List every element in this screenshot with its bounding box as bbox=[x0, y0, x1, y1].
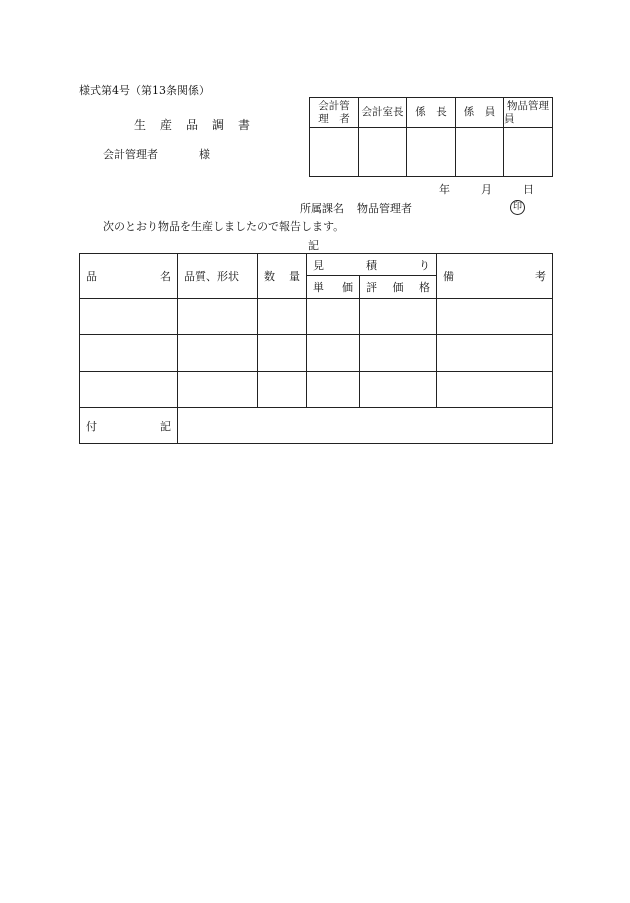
seal-mark bbox=[510, 199, 525, 215]
cell-unit-price[interactable] bbox=[307, 299, 360, 335]
header-remarks: 備 考 bbox=[437, 254, 553, 299]
production-table bbox=[79, 253, 553, 444]
date-line bbox=[439, 181, 534, 197]
cell-unit-price[interactable] bbox=[307, 335, 360, 372]
approval-header-section-chief: 係 長 bbox=[407, 98, 456, 128]
header-unit-price: 単 価 bbox=[307, 276, 360, 299]
cell-valuation[interactable] bbox=[360, 372, 437, 408]
approval-stamp-cell[interactable] bbox=[504, 128, 553, 177]
table-row bbox=[80, 299, 553, 335]
table-row bbox=[80, 372, 553, 408]
reporter-dept: 所属課名 bbox=[300, 202, 344, 215]
cell-item-name[interactable] bbox=[80, 299, 178, 335]
form-number: 様式第4号（第13条関係） bbox=[79, 84, 210, 97]
cell-unit-price[interactable] bbox=[307, 372, 360, 408]
addressee-role: 会計管理者 bbox=[103, 148, 158, 161]
cell-notes[interactable] bbox=[178, 408, 553, 444]
seal-icon: 印 bbox=[510, 200, 525, 215]
cell-quality-shape[interactable] bbox=[178, 299, 258, 335]
approval-header-office-chief: 会計室長 bbox=[359, 98, 407, 128]
cell-valuation[interactable] bbox=[360, 299, 437, 335]
cell-quantity[interactable] bbox=[258, 299, 307, 335]
approval-stamp-table bbox=[309, 97, 553, 177]
header-quality-shape: 品質、形状 bbox=[178, 254, 258, 299]
notes-row bbox=[80, 408, 553, 444]
cell-item-name[interactable] bbox=[80, 372, 178, 408]
cell-quantity[interactable] bbox=[258, 372, 307, 408]
cell-remarks[interactable] bbox=[437, 299, 553, 335]
header-item-name: 品 名 bbox=[80, 254, 178, 299]
cell-quality-shape[interactable] bbox=[178, 372, 258, 408]
table-row bbox=[80, 335, 553, 372]
header-estimate: 見 積 り bbox=[307, 254, 437, 276]
cell-item-name[interactable] bbox=[80, 335, 178, 372]
document-title: 生 産 品 調 書 bbox=[134, 118, 252, 132]
addressee bbox=[103, 146, 210, 162]
header-quantity: 数 量 bbox=[258, 254, 307, 299]
approval-header-accountant: 会計管 理 者 bbox=[310, 98, 359, 128]
approval-header-property-officer: 物品管理 員 bbox=[504, 98, 553, 128]
date-year: 年 bbox=[439, 183, 450, 196]
reporter-line bbox=[300, 200, 412, 216]
ki-label: 記 bbox=[308, 239, 319, 252]
addressee-honorific: 様 bbox=[199, 148, 210, 161]
reporter-role: 物品管理者 bbox=[357, 202, 412, 215]
intro-text: 次のとおり物品を生産しましたので報告します。 bbox=[103, 220, 345, 233]
header-valuation: 評 価 格 bbox=[360, 276, 437, 299]
approval-stamp-cell[interactable] bbox=[407, 128, 456, 177]
cell-remarks[interactable] bbox=[437, 335, 553, 372]
approval-header-staff: 係 員 bbox=[456, 98, 504, 128]
header-notes: 付 記 bbox=[80, 408, 178, 444]
cell-quality-shape[interactable] bbox=[178, 335, 258, 372]
approval-stamp-cell[interactable] bbox=[359, 128, 407, 177]
cell-quantity[interactable] bbox=[258, 335, 307, 372]
approval-stamp-cell[interactable] bbox=[456, 128, 504, 177]
approval-stamp-cell[interactable] bbox=[310, 128, 359, 177]
cell-remarks[interactable] bbox=[437, 372, 553, 408]
date-month: 月 bbox=[481, 183, 492, 196]
date-day: 日 bbox=[523, 183, 534, 196]
cell-valuation[interactable] bbox=[360, 335, 437, 372]
